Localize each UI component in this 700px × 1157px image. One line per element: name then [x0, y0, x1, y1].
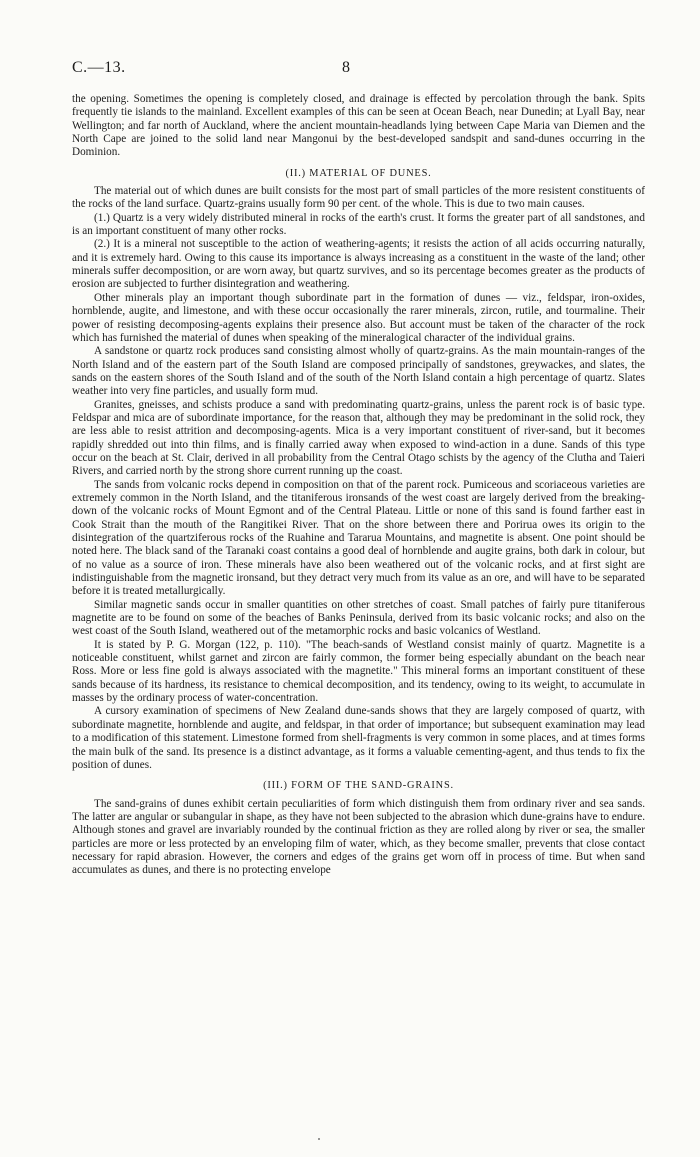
paragraph: Granites, gneisses, and schists produce a sand with predominating quartz-grains, unless the parent rock is of basic type. Feldspar and mica are of subordinate importance, for the reason that, although they may be predominant in the solid rock, they are less able to resist attrition and decomposing-agents. Mica is a very important constituent of river-sand, but it becomes rapidly shredded out into thin films, and is finally carried away when exposed to wind-action in a dune. Sands of this type occur on the beach at St. Clair, derived in all probability from the Central Otago schists by the agency of the Clutha and Taieri Rivers, and carried north by the strong shore current running up the coast. — [72, 398, 645, 478]
paragraph: A sandstone or quartz rock produces sand consisting almost wholly of quartz-grains. As the main mountain-ranges of the North Island and of the eastern part of the South Island are composed principally of sandstones, greywackes, and slates, the sands on the eastern shores of the South Island and of the south of the North Island contain a high percentage of quartz. Slates weather into very fine particles, and usually form mud. — [72, 345, 645, 398]
paragraph: the opening. Sometimes the opening is completely closed, and drainage is effected by percolation through the bank. Spits frequently tie islands to the mainland. Excellent examples of this can be seen at Ocean Beach, near Dunedin; at Lyall Bay, near Wellington; and far north of Auckland, where the ancient mountain-headlands lying between Cape Maria van Diemen and the North Cape are joined to the solid land near Mangonui by the best-developed sandspit and sand-dunes occurring in the Dominion. — [72, 93, 645, 159]
paragraph: It is stated by P. G. Morgan (122, p. 110). "The beach-sands of Westland consist mainly of quartz. Magnetite is a noticeable constituent, whilst garnet and zircon are fairly common, the former being especially abundant on the beach near Ross. More or less fine gold is always associated with the magnetite." This mineral forms an important constituent of these sands because of its hardness, its resistance to chemical decomposition, and its tendency, owing to its weight, to accumulate in masses by the ordinary process of water-concentration. — [72, 638, 645, 705]
paragraph: Other minerals play an important though subordinate part in the formation of dunes — viz., feldspar, iron-oxides, hornblende, augite, and limestone, and with these occur occasionally the rarer minerals, zircon, rutile, and tourmaline. Their power of resisting decomposing-agents explains their presence also. But account must be taken of the character of the rock which has furnished the material of dunes when speaking of the mineralogical character of the individual grains. — [72, 291, 645, 344]
page-body — [72, 93, 645, 878]
page-number: 8 — [342, 59, 350, 76]
print-speck — [318, 1138, 320, 1140]
paragraph: (1.) Quartz is a very widely distributed mineral in rocks of the earth's crust. It forms the greater part of all sandstones, and is an important constituent of many other rocks. — [72, 211, 645, 238]
page-header — [72, 59, 642, 81]
paragraph: Similar magnetic sands occur in smaller quantities on other stretches of coast. Small patches of fairly pure titaniferous magnetite are to be found on some of the beaches of Banks Peninsula, derived from its basic volcanic rocks; and also on the west coast of the South Island, weathered out of the metamorphic rocks and basic volcanics of Westland. — [72, 598, 645, 638]
paragraph: The sand-grains of dunes exhibit certain peculiarities of form which distinguish them from ordinary river and sea sands. The latter are angular or subangular in shape, as they have not been subjected to the abrasion which dune-grains have to endure. Although stones and gravel are invariably rounded by the continual friction as they are rolled along by river or sea, the smaller particles are more or less protected by an enveloping film of water, which, as they become smaller, prevents that close contact necessary for rapid abrasion. However, the corners and edges of the grains get worn off in process of time. But when sand accumulates as dunes, and there is no protecting envelope — [72, 797, 645, 877]
paragraph: The material out of which dunes are built consists for the most part of small particles of the more resistent constituents of the rocks of the land surface. Quartz-grains usually form 90 per cent. of the whole. This is due to two main causes. — [72, 185, 645, 211]
paragraph: (2.) It is a mineral not susceptible to the action of weathering-agents; it resists the action of all acids occurring naturally, and it is extremely hard. Owing to this cause its importance is always increasing as a constituent in the waste of the land; other minerals suffer decomposition, or are worn away, but quartz survives, and so its percentage becomes greater as the products of erosion are subjected to further disintegration and weathering. — [72, 238, 645, 291]
section-heading-material-of-dunes: (II.) MATERIAL OF DUNES. — [285, 167, 432, 179]
document-reference: C.—13. — [72, 59, 126, 76]
paragraph: A cursory examination of specimens of New Zealand dune-sands shows that they are largely composed of quartz, with subordinate magnetite, hornblende and augite, and feldspar, in that order of importance; but subsequent examination may lead to a modification of this statement. Limestone formed from shell-fragments is very common in some places, and at times forms the main bulk of the sand. Its presence is a distinct advantage, as it forms a valuable cementing-agent, and thus tends to fix the position of dunes. — [72, 705, 645, 771]
section-heading-form-of-sand-grains: (III.) FORM OF THE SAND-GRAINS. — [263, 780, 454, 792]
paragraph: The sands from volcanic rocks depend in composition on that of the parent rock. Pumiceous and scoriaceous varieties are extremely common in the North Island, and the titaniferous ironsands of the west coast are largely derived from the breaking-down of the volcanic rocks of Mount Egmont and of the Central Plateau. Little or none of this sand is found farther east in Cook Strait than the mouth of the Rangitikei River. That on the shore between there and Porirua owes its origin to the disintegration of the quartziferous rocks of the Ruahine and Tararua Mountains, and magnetite is absent. One point should be noted here. The black sand of the Taranaki coast contains a good deal of hornblende and augite grains, both dark in colour, but of no value as a source of iron. These minerals have also been weathered out of the volcanic rocks, and at first sight are indistinguishable from the magnetic ironsand, but they detract very much from its value as an ore, and will have to be separated before it is treated metallurgically. — [72, 478, 645, 598]
